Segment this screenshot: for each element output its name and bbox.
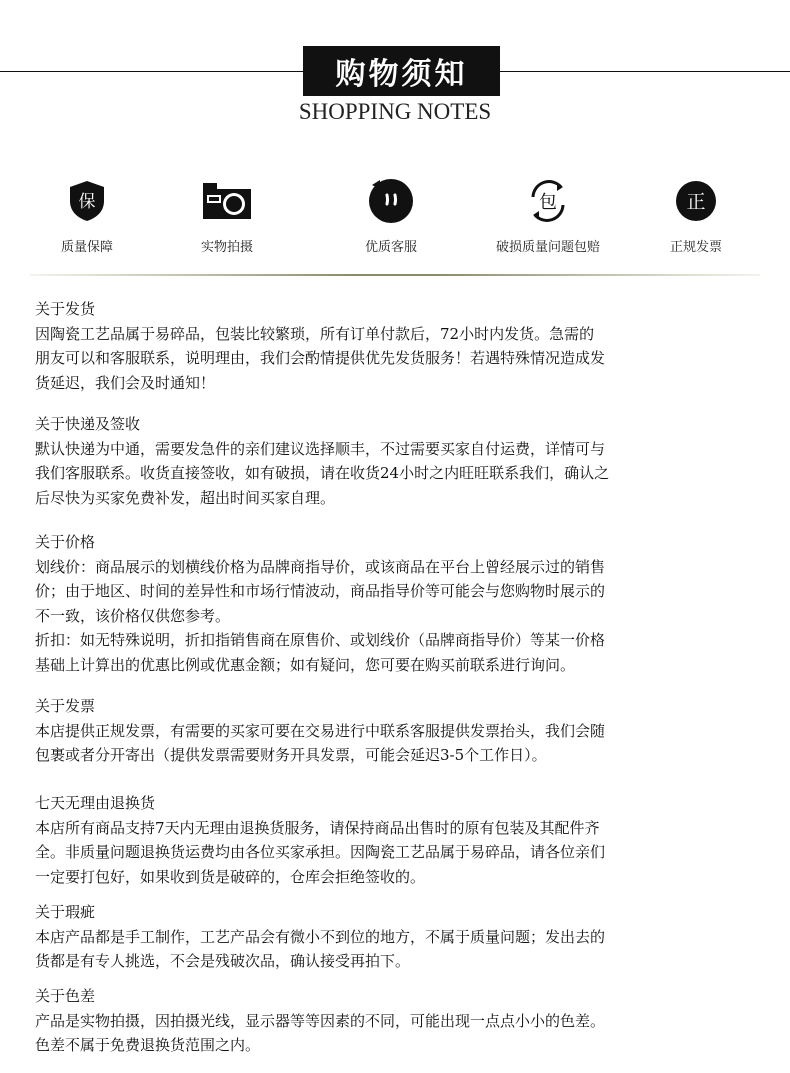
page-title: 购物须知 <box>303 46 500 96</box>
section-flaws <box>35 900 757 974</box>
section-color <box>35 984 757 1058</box>
section-title: 关于发票 <box>35 697 96 715</box>
section-line: 本店产品都是手工制作，工艺产品会有微小不到位的地方，不属于质量问题；发出去的 <box>35 927 606 946</box>
section-invoice <box>35 694 757 768</box>
section-line: 本店所有商品支持7天内无理由退换货服务，请保持商品出售时的原有包装及其配件齐 <box>35 818 600 837</box>
section-title: 关于瑕疵 <box>35 903 96 921</box>
section-line: 价；由于地区、时间的差异性和市场行情波动，商品指导价等可能会与您购物时展示的 <box>35 582 606 601</box>
section-returns <box>35 791 757 889</box>
camera-icon <box>201 181 253 221</box>
section-line: 因陶瓷工艺品属于易碎品，包装比较繁琐，所有订单付款后，72小时内发货。急需的 <box>35 324 595 343</box>
section-line: 货都是有专人挑选，不会是残破次品，确认接受再拍下。 <box>35 952 411 971</box>
section-line: 产品是实物拍摄，因拍摄光线，显示器等等因素的不同，可能出现一点点小小的色差。 <box>35 1011 606 1030</box>
header-rule-right <box>500 71 790 72</box>
section-line: 折扣：如无特殊说明，折扣指销售商在原售价、或划线价（品牌商指导价）等某一价格 <box>35 631 606 650</box>
feature-photo <box>152 176 302 255</box>
svg-text:保: 保 <box>78 192 96 212</box>
section-price <box>35 530 757 678</box>
section-line: 朋友可以和客服联系，说明理由，我们会酌情提供优先发货服务！若遇特殊情况造成发 <box>35 349 606 368</box>
section-line: 本店提供正规发票，有需要的买家可要在交易进行中联系客服提供发票抬头，我们会随 <box>35 721 606 740</box>
section-title: 关于发货 <box>35 300 96 318</box>
package-cycle-icon <box>523 177 573 225</box>
section-line: 划线价：商品展示的划横线价格为品牌商指导价，或该商品在平台上曾经展示过的销售 <box>35 557 606 576</box>
section-delivery <box>35 412 757 510</box>
section-title: 关于快递及签收 <box>35 415 141 433</box>
feature-label: 实物拍摄 <box>200 240 253 255</box>
feature-invoice <box>621 176 771 255</box>
feature-label: 优质客服 <box>364 240 417 255</box>
section-line: 不一致，该价格仅供您参考。 <box>35 606 231 625</box>
section-line: 色差不属于免费退换货范围之内。 <box>35 1036 261 1055</box>
section-line: 全。非质量问题退换货运费均由各位买家承担。因陶瓷工艺品属于易碎品，请各位亲们 <box>35 843 606 862</box>
section-line: 包裹或者分开寄出（提供发票需要财务开具发票，可能会延迟3-5个工作日）。 <box>35 746 547 765</box>
feature-service <box>316 176 466 255</box>
section-divider <box>30 274 760 276</box>
feature-damage <box>473 176 623 255</box>
section-title: 七天无理由退换货 <box>35 794 156 812</box>
section-line: 基础上计算出的优惠比例或优惠金额；如有疑问，您可要在购买前联系进行询问。 <box>35 655 576 674</box>
section-shipping <box>35 297 757 395</box>
feature-label: 破损质量问题包赔 <box>495 240 600 255</box>
section-title: 关于价格 <box>35 533 96 551</box>
feature-icons-row <box>0 176 790 256</box>
feature-label: 质量保障 <box>60 240 113 255</box>
section-title: 关于色差 <box>35 987 96 1005</box>
feature-label: 正规发票 <box>669 240 722 255</box>
chat-bubble-icon <box>366 177 416 225</box>
feature-quality <box>12 176 162 255</box>
section-line: 货延迟，我们会及时通知！ <box>35 373 216 392</box>
svg-text:正: 正 <box>686 191 706 213</box>
section-line: 后尽快为买家免费补发，超出时间买家自理。 <box>35 488 336 507</box>
invoice-circle-icon <box>674 179 718 223</box>
section-line: 默认快递为中通，需要发急件的亲们建议选择顺丰，不过需要买家自付运费，详情可与 <box>35 439 606 458</box>
page-subtitle: SHOPPING NOTES <box>298 99 492 124</box>
header-rule-left <box>0 71 303 72</box>
section-line: 一定要打包好，如果收到货是破碎的，仓库会拒绝签收的。 <box>35 867 426 886</box>
section-line: 我们客服联系。收货直接签收，如有破损，请在收货24小时之内旺旺联系我们，确认之 <box>35 464 610 483</box>
svg-text:包: 包 <box>539 192 557 213</box>
shield-icon <box>67 179 107 223</box>
